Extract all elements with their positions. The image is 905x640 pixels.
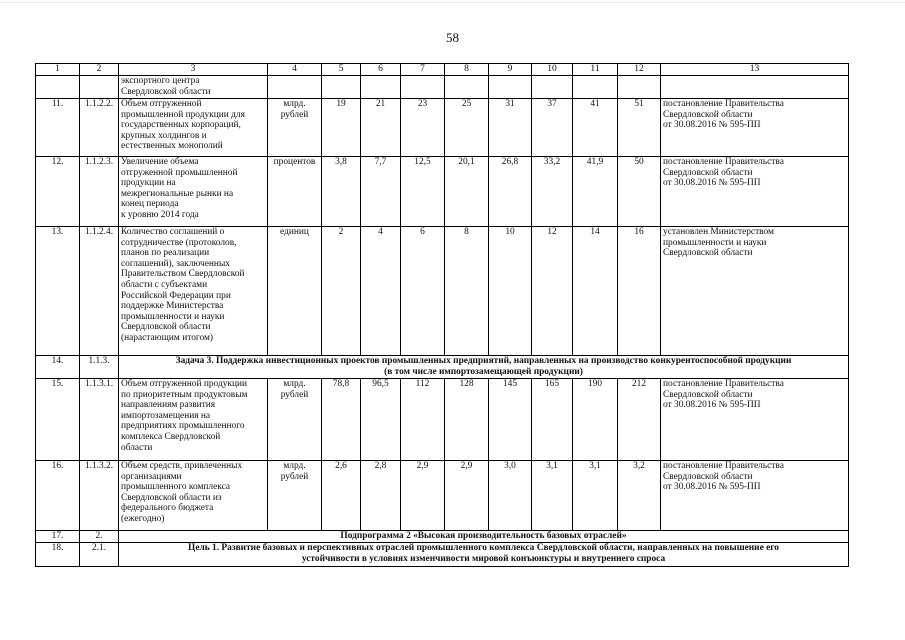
- value-cell: 31: [489, 99, 532, 157]
- row-code-cell: 1.1.2.2.: [80, 99, 119, 157]
- row-number-cell: 17.: [36, 531, 80, 543]
- value-cell: 10: [489, 227, 532, 356]
- unit-cell: процентов: [268, 157, 322, 227]
- row-code-cell: [80, 76, 119, 99]
- row-number-cell: 11.: [36, 99, 80, 157]
- column-header: 4: [268, 64, 322, 76]
- row-code-cell: 2.: [80, 531, 119, 543]
- source-cell: постановление Правительства Свердловской области от 30.08.2016 № 595-ПП: [661, 157, 849, 227]
- empty-cell: [322, 76, 361, 99]
- value-cell: 3,1: [532, 461, 573, 531]
- value-cell: 96,5: [361, 379, 401, 461]
- table-row-continued: [36, 76, 849, 99]
- value-cell: 8: [445, 227, 489, 356]
- column-header: 8: [445, 64, 489, 76]
- row-code-cell: 1.1.3.: [80, 356, 119, 379]
- row-number-cell: [36, 76, 80, 99]
- page-number: 58: [446, 30, 459, 45]
- value-cell: 2,9: [401, 461, 445, 531]
- row-number-cell: 12.: [36, 157, 80, 227]
- indicator-name-cell: Увеличение объема отгруженной промышленной продукции на межрегиональные рынки на конец периода к уровню 2014 года: [119, 157, 268, 227]
- value-cell: 51: [618, 99, 661, 157]
- empty-cell: [401, 76, 445, 99]
- column-header: 13: [661, 64, 849, 76]
- indicator-name-cell: экспортного центра Свердловской области: [119, 76, 268, 99]
- row-code-cell: 1.1.3.1.: [80, 379, 119, 461]
- section-row: [36, 356, 849, 379]
- column-header: 11: [573, 64, 618, 76]
- value-cell: 4: [361, 227, 401, 356]
- empty-cell: [532, 76, 573, 99]
- column-header: 12: [618, 64, 661, 76]
- source-cell: постановление Правительства Свердловской области от 30.08.2016 № 595-ПП: [661, 99, 849, 157]
- row-number-cell: 15.: [36, 379, 80, 461]
- value-cell: 165: [532, 379, 573, 461]
- indicator-name-cell: Объем отгруженной промышленной продукции для государственных корпораций, крупных холдингов и естественных монополий: [119, 99, 268, 157]
- value-cell: 3,8: [322, 157, 361, 227]
- indicator-name-cell: Количество соглашений о сотрудничестве (протоколов, планов по реализации соглашений), заключенных Правительством Свердловской области с субъектами Российской Федерации при поддержке Министерства промышленности и науки Свердловской области (нарастающим итогом): [119, 227, 268, 356]
- table-row: [36, 227, 849, 356]
- value-cell: 3,2: [618, 461, 661, 531]
- column-header: 6: [361, 64, 401, 76]
- value-cell: 6: [401, 227, 445, 356]
- column-header: 2: [80, 64, 119, 76]
- value-cell: 37: [532, 99, 573, 157]
- row-code-cell: 2.1.: [80, 543, 119, 567]
- value-cell: 190: [573, 379, 618, 461]
- value-cell: 2,6: [322, 461, 361, 531]
- value-cell: 112: [401, 379, 445, 461]
- section-title-cell: Задача 3. Поддержка инвестиционных проектов промышленных предприятий, направленных на производство конкурентоспособной продукции (в том числе импортозамещающей продукции): [119, 356, 849, 379]
- value-cell: 12: [532, 227, 573, 356]
- empty-cell: [489, 76, 532, 99]
- value-cell: 23: [401, 99, 445, 157]
- scan-edge-line: [0, 2, 905, 3]
- row-code-cell: 1.1.2.3.: [80, 157, 119, 227]
- empty-cell: [445, 76, 489, 99]
- source-cell: установлен Министерством промышленности и науки Свердловской области: [661, 227, 849, 356]
- value-cell: 145: [489, 379, 532, 461]
- value-cell: 2: [322, 227, 361, 356]
- value-cell: 16: [618, 227, 661, 356]
- section-row: [36, 531, 849, 543]
- unit-cell: млрд. рублей: [268, 379, 322, 461]
- value-cell: 3,1: [573, 461, 618, 531]
- table-header-row: [36, 64, 849, 76]
- section-title-cell: Цель 1. Развитие базовых и перспективных отраслей промышленного комплекса Свердловской области, направленных на повышение его устойчивости в условиях изменчивости мировой конъюнктуры и внутреннего спроса: [119, 543, 849, 567]
- column-header: 7: [401, 64, 445, 76]
- column-header: 5: [322, 64, 361, 76]
- value-cell: 12,5: [401, 157, 445, 227]
- table-row: [36, 461, 849, 531]
- table-row: [36, 379, 849, 461]
- column-header: 1: [36, 64, 80, 76]
- row-number-cell: 13.: [36, 227, 80, 356]
- value-cell: 21: [361, 99, 401, 157]
- column-header: 9: [489, 64, 532, 76]
- source-cell: постановление Правительства Свердловской области от 30.08.2016 № 595-ПП: [661, 379, 849, 461]
- table-row: [36, 157, 849, 227]
- value-cell: 3,0: [489, 461, 532, 531]
- value-cell: 41: [573, 99, 618, 157]
- row-code-cell: 1.1.2.4.: [80, 227, 119, 356]
- row-number-cell: 18.: [36, 543, 80, 567]
- empty-cell: [618, 76, 661, 99]
- section-row: [36, 543, 849, 567]
- value-cell: 7,7: [361, 157, 401, 227]
- value-cell: 19: [322, 99, 361, 157]
- value-cell: 41,9: [573, 157, 618, 227]
- source-cell: постановление Правительства Свердловской области от 30.08.2016 № 595-ПП: [661, 461, 849, 531]
- table-row: [36, 99, 849, 157]
- indicator-name-cell: Объем средств, привлеченных организациями промышленного комплекса Свердловской области из федерального бюджета (ежегодно): [119, 461, 268, 531]
- value-cell: 2,9: [445, 461, 489, 531]
- section-title-cell: Подпрограмма 2 «Высокая производительность базовых отраслей»: [119, 531, 849, 543]
- value-cell: 50: [618, 157, 661, 227]
- value-cell: 212: [618, 379, 661, 461]
- row-number-cell: 14.: [36, 356, 80, 379]
- value-cell: 14: [573, 227, 618, 356]
- empty-cell: [268, 76, 322, 99]
- value-cell: 26,8: [489, 157, 532, 227]
- indicators-table: [35, 63, 849, 567]
- unit-cell: единиц: [268, 227, 322, 356]
- column-header: 3: [119, 64, 268, 76]
- unit-cell: млрд. рублей: [268, 461, 322, 531]
- row-number-cell: 16.: [36, 461, 80, 531]
- column-header: 10: [532, 64, 573, 76]
- empty-cell: [573, 76, 618, 99]
- empty-cell: [661, 76, 849, 99]
- unit-cell: млрд. рублей: [268, 99, 322, 157]
- value-cell: 78,8: [322, 379, 361, 461]
- indicator-name-cell: Объем отгруженной продукции по приоритетным продуктовым направлениям развития импортозамещения на предприятиях промышленного комплекса Свердловской области: [119, 379, 268, 461]
- value-cell: 25: [445, 99, 489, 157]
- value-cell: 2,8: [361, 461, 401, 531]
- value-cell: 33,2: [532, 157, 573, 227]
- value-cell: 20,1: [445, 157, 489, 227]
- row-code-cell: 1.1.3.2.: [80, 461, 119, 531]
- value-cell: 128: [445, 379, 489, 461]
- empty-cell: [361, 76, 401, 99]
